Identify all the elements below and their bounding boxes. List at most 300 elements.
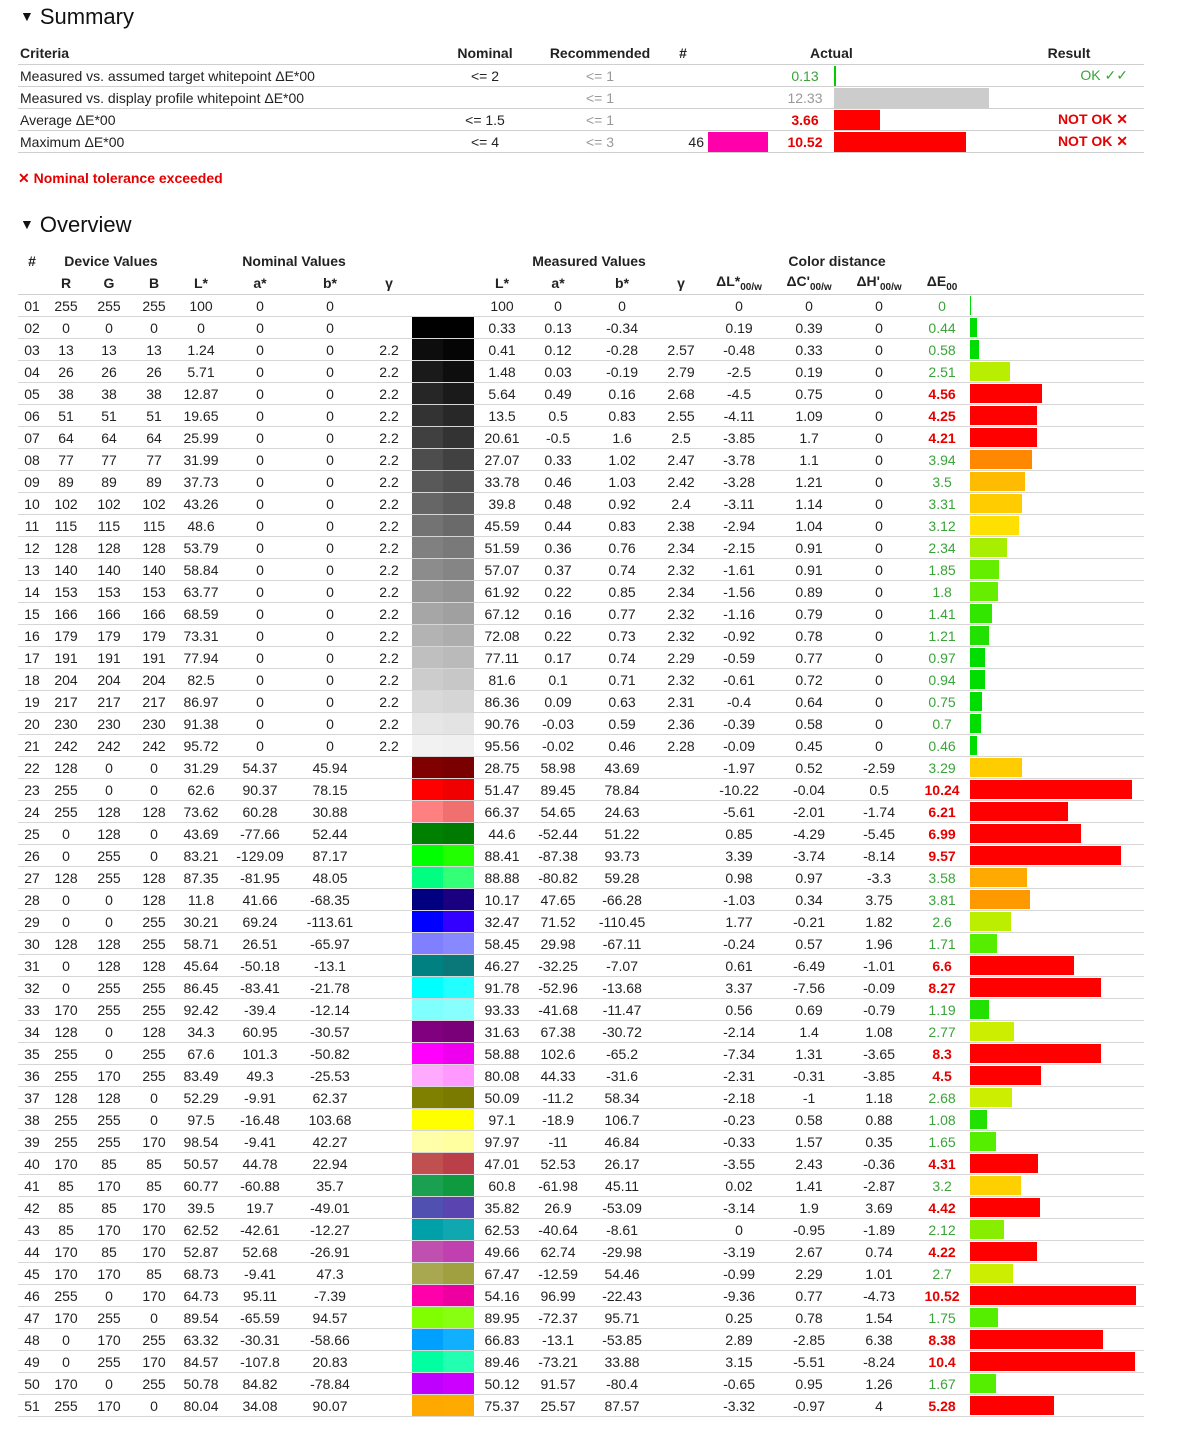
nominal-a-cell: -39.4	[226, 999, 294, 1021]
delta-e-bar-cell	[970, 493, 1144, 515]
nominal-gamma-cell	[366, 1219, 412, 1241]
nominal-gamma-cell	[366, 977, 412, 999]
patch-number-cell: 19	[18, 691, 46, 713]
measured-l-cell: 100	[474, 295, 530, 317]
device-r-cell: 255	[46, 1043, 86, 1065]
measured-a-cell: 0.49	[530, 383, 586, 405]
device-r-cell: 128	[46, 933, 86, 955]
delta-e-bar-cell	[970, 867, 1144, 889]
nominal-b-cell: 20.83	[294, 1351, 366, 1373]
delta-c-cell: -2.85	[774, 1329, 844, 1351]
device-r-cell: 26	[46, 361, 86, 383]
device-g-cell: 0	[86, 1043, 132, 1065]
measured-l-cell: 0.33	[474, 317, 530, 339]
nominal-a-cell: -60.88	[226, 1175, 294, 1197]
delta-l-cell: -9.36	[704, 1285, 774, 1307]
delta-e-bar	[970, 1088, 1012, 1107]
swatch-cell	[412, 1219, 474, 1241]
device-g-cell: 230	[86, 713, 132, 735]
device-r-cell: 230	[46, 713, 86, 735]
device-b-cell: 153	[132, 581, 176, 603]
nominal-l-cell: 89.54	[176, 1307, 226, 1329]
delta-c-cell: 1.31	[774, 1043, 844, 1065]
nominal-b-cell: 0	[294, 405, 366, 427]
delta-c-cell: 2.67	[774, 1241, 844, 1263]
nominal-a-cell: 0	[226, 317, 294, 339]
col-header-swatch	[412, 272, 474, 295]
summary-heading[interactable]	[20, 4, 134, 30]
nominal-l-cell: 98.54	[176, 1131, 226, 1153]
device-r-cell: 255	[46, 1395, 86, 1417]
delta-l-cell: -7.34	[704, 1043, 774, 1065]
delta-e-cell: 2.77	[914, 1021, 970, 1043]
nominal-gamma-cell	[366, 801, 412, 823]
measured-l-cell: 88.41	[474, 845, 530, 867]
swatch-cell	[412, 647, 474, 669]
device-g-cell: 170	[86, 1219, 132, 1241]
nominal-b-cell: -49.01	[294, 1197, 366, 1219]
delta-e-bar-cell	[970, 537, 1144, 559]
nominal-l-cell: 73.62	[176, 801, 226, 823]
table-row	[18, 515, 1144, 537]
nominal-b-cell: -113.61	[294, 911, 366, 933]
delta-e-bar-cell	[970, 1197, 1144, 1219]
col-header-subscript: 00/w	[809, 281, 832, 293]
delta-e-cell: 1.19	[914, 999, 970, 1021]
nominal-gamma-cell	[366, 1109, 412, 1131]
delta-c-cell: 0.78	[774, 625, 844, 647]
table-row	[18, 537, 1144, 559]
nominal-l-cell: 50.57	[176, 1153, 226, 1175]
delta-e-bar	[970, 714, 981, 733]
device-r-cell: 255	[46, 1109, 86, 1131]
delta-h-cell: 0	[844, 559, 914, 581]
nominal-b-cell: 47.3	[294, 1263, 366, 1285]
device-b-cell: 0	[132, 823, 176, 845]
device-b-cell: 166	[132, 603, 176, 625]
measured-l-cell: 67.47	[474, 1263, 530, 1285]
col-header-subscript: 00	[946, 281, 958, 293]
actual-value-cell: 12.33	[776, 87, 834, 109]
swatch-cell	[412, 603, 474, 625]
table-row	[18, 1109, 1144, 1131]
nominal-b-cell: 35.7	[294, 1175, 366, 1197]
delta-e-cell: 0	[914, 295, 970, 317]
delta-e-cell: 2.12	[914, 1219, 970, 1241]
measured-gamma-cell	[658, 911, 704, 933]
patch-number-cell: 37	[18, 1087, 46, 1109]
measured-gamma-cell: 2.4	[658, 493, 704, 515]
device-g-cell: 102	[86, 493, 132, 515]
delta-e-cell: 0.46	[914, 735, 970, 757]
nominal-a-cell: -77.66	[226, 823, 294, 845]
delta-c-cell: 1.14	[774, 493, 844, 515]
device-g-cell: 26	[86, 361, 132, 383]
measured-l-cell: 89.46	[474, 1351, 530, 1373]
swatch-cell	[412, 427, 474, 449]
delta-c-cell: 1.57	[774, 1131, 844, 1153]
delta-c-cell: 2.29	[774, 1263, 844, 1285]
device-g-cell: 51	[86, 405, 132, 427]
delta-c-cell: 0.69	[774, 999, 844, 1021]
delta-e-bar-cell	[970, 977, 1144, 999]
measured-gamma-cell	[658, 1109, 704, 1131]
nominal-gamma-cell	[366, 1197, 412, 1219]
delta-e-bar-cell	[970, 889, 1144, 911]
patch-number-cell: 38	[18, 1109, 46, 1131]
nominal-b-cell: 0	[294, 713, 366, 735]
measured-a-cell: -0.03	[530, 713, 586, 735]
patch-number-cell: 21	[18, 735, 46, 757]
table-row	[18, 823, 1144, 845]
measured-gamma-cell	[658, 295, 704, 317]
measured-gamma-cell	[658, 757, 704, 779]
patch-number-cell: 49	[18, 1351, 46, 1373]
delta-l-cell: 1.77	[704, 911, 774, 933]
nominal-a-cell: 0	[226, 471, 294, 493]
measured-gamma-cell	[658, 1329, 704, 1351]
delta-h-cell: -8.14	[844, 845, 914, 867]
measured-a-cell: -87.38	[530, 845, 586, 867]
nominal-a-cell: 0	[226, 625, 294, 647]
delta-e-cell: 3.58	[914, 867, 970, 889]
nominal-a-cell: 0	[226, 493, 294, 515]
nominal-a-cell: 0	[226, 515, 294, 537]
delta-e-bar-cell	[970, 1329, 1144, 1351]
nominal-gamma-cell	[366, 1087, 412, 1109]
measured-l-cell: 46.27	[474, 955, 530, 977]
delta-e-bar-cell	[970, 999, 1144, 1021]
nominal-a-cell: 49.3	[226, 1065, 294, 1087]
nominal-l-cell: 19.65	[176, 405, 226, 427]
delta-e-cell: 6.6	[914, 955, 970, 977]
nominal-gamma-cell	[366, 1241, 412, 1263]
delta-e-cell: 6.21	[914, 801, 970, 823]
measured-b-cell: 0.73	[586, 625, 658, 647]
device-g-cell: 170	[86, 1329, 132, 1351]
device-r-cell: 255	[46, 295, 86, 317]
nominal-a-cell: 0	[226, 691, 294, 713]
device-b-cell: 255	[132, 999, 176, 1021]
nominal-a-cell: 52.68	[226, 1241, 294, 1263]
summary-row	[18, 87, 1144, 109]
measured-gamma-cell	[658, 1087, 704, 1109]
delta-e-bar	[970, 1154, 1038, 1173]
device-g-cell: 255	[86, 1307, 132, 1329]
patch-number-cell: 30	[18, 933, 46, 955]
actual-value-cell: 0.13	[776, 65, 834, 87]
measured-l-cell: 1.48	[474, 361, 530, 383]
delta-c-cell: 1.09	[774, 405, 844, 427]
device-b-cell: 89	[132, 471, 176, 493]
delta-e-bar	[970, 494, 1022, 513]
device-b-cell: 102	[132, 493, 176, 515]
nominal-l-cell: 86.45	[176, 977, 226, 999]
swatch-cell	[412, 911, 474, 933]
table-row	[18, 1373, 1144, 1395]
nominal-a-cell: 0	[226, 581, 294, 603]
col-header-measured-gamma: γ	[658, 272, 704, 295]
delta-l-cell: -0.99	[704, 1263, 774, 1285]
delta-l-cell: 3.39	[704, 845, 774, 867]
patch-number-cell: 39	[18, 1131, 46, 1153]
measured-b-cell: 0.83	[586, 515, 658, 537]
device-r-cell: 0	[46, 977, 86, 999]
measured-l-cell: 75.37	[474, 1395, 530, 1417]
table-row	[18, 911, 1144, 933]
measured-gamma-cell	[658, 1219, 704, 1241]
header-actual: Actual	[810, 45, 853, 61]
swatch-cell	[412, 845, 474, 867]
delta-e-bar-cell	[970, 1395, 1144, 1417]
measured-gamma-cell: 2.79	[658, 361, 704, 383]
summary-row	[18, 109, 1144, 131]
swatch-cell	[412, 317, 474, 339]
device-g-cell: 38	[86, 383, 132, 405]
device-r-cell: 242	[46, 735, 86, 757]
delta-l-cell: 0	[704, 295, 774, 317]
delta-e-bar-cell	[970, 1285, 1144, 1307]
device-b-cell: 128	[132, 801, 176, 823]
delta-h-cell: 3.69	[844, 1197, 914, 1219]
device-r-cell: 85	[46, 1175, 86, 1197]
device-r-cell: 170	[46, 1373, 86, 1395]
delta-c-cell: 0.39	[774, 317, 844, 339]
measured-a-cell: 96.99	[530, 1285, 586, 1307]
device-b-cell: 255	[132, 1329, 176, 1351]
measured-l-cell: 62.53	[474, 1219, 530, 1241]
measured-a-cell: 71.52	[530, 911, 586, 933]
table-row	[18, 713, 1144, 735]
swatch-cell	[412, 933, 474, 955]
device-b-cell: 242	[132, 735, 176, 757]
delta-e-bar-cell	[970, 1043, 1144, 1065]
device-g-cell: 255	[86, 1131, 132, 1153]
measured-l-cell: 90.76	[474, 713, 530, 735]
device-g-cell: 85	[86, 1197, 132, 1219]
measured-b-cell: -80.4	[586, 1373, 658, 1395]
delta-e-bar-cell	[970, 1307, 1144, 1329]
delta-e-bar	[970, 846, 1121, 865]
delta-e-bar	[970, 934, 997, 953]
device-g-cell: 128	[86, 933, 132, 955]
nominal-a-cell: -107.8	[226, 1351, 294, 1373]
delta-h-cell: 1.54	[844, 1307, 914, 1329]
delta-c-cell: -0.95	[774, 1219, 844, 1241]
patch-number-cell: 10	[18, 493, 46, 515]
delta-c-cell: 1.41	[774, 1175, 844, 1197]
delta-h-cell: 0	[844, 471, 914, 493]
nominal-l-cell: 83.21	[176, 845, 226, 867]
delta-c-cell: 0.19	[774, 361, 844, 383]
delta-l-cell: -0.4	[704, 691, 774, 713]
nominal-l-cell: 91.38	[176, 713, 226, 735]
measured-b-cell: -0.34	[586, 317, 658, 339]
measured-l-cell: 61.92	[474, 581, 530, 603]
header-nominal: Nominal	[457, 45, 513, 61]
patch-number-cell: 27	[18, 867, 46, 889]
device-b-cell: 51	[132, 405, 176, 427]
nominal-a-cell: 0	[226, 669, 294, 691]
patch-number-cell: 51	[18, 1395, 46, 1417]
nominal-l-cell: 83.49	[176, 1065, 226, 1087]
device-r-cell: 0	[46, 1329, 86, 1351]
swatch-cell	[412, 1153, 474, 1175]
nominal-b-cell: 30.88	[294, 801, 366, 823]
device-g-cell: 170	[86, 1263, 132, 1285]
device-b-cell: 0	[132, 1307, 176, 1329]
swatch-cell	[412, 295, 474, 317]
delta-e-bar	[970, 1066, 1041, 1085]
nominal-gamma-cell	[366, 933, 412, 955]
delta-c-cell: 1.04	[774, 515, 844, 537]
measured-gamma-cell	[658, 1263, 704, 1285]
delta-e-cell: 1.65	[914, 1131, 970, 1153]
delta-e-cell: 0.44	[914, 317, 970, 339]
delta-e-cell: 8.3	[914, 1043, 970, 1065]
overview-heading[interactable]	[20, 212, 132, 238]
delta-h-cell: 0	[844, 669, 914, 691]
table-row	[18, 559, 1144, 581]
device-b-cell: 0	[132, 1109, 176, 1131]
delta-h-cell: 0	[844, 647, 914, 669]
measured-l-cell: 27.07	[474, 449, 530, 471]
measured-gamma-cell	[658, 845, 704, 867]
nominal-b-cell: -12.27	[294, 1219, 366, 1241]
delta-h-cell: -8.24	[844, 1351, 914, 1373]
patch-number-cell: 08	[18, 449, 46, 471]
measured-l-cell: 28.75	[474, 757, 530, 779]
swatch-cell	[412, 713, 474, 735]
swatch-cell	[412, 471, 474, 493]
measured-l-cell: 93.33	[474, 999, 530, 1021]
device-r-cell: 170	[46, 1307, 86, 1329]
measured-l-cell: 50.12	[474, 1373, 530, 1395]
device-r-cell: 0	[46, 955, 86, 977]
delta-e-bar	[970, 1242, 1037, 1261]
delta-e-bar	[970, 736, 977, 755]
measured-b-cell: 1.03	[586, 471, 658, 493]
device-b-cell: 128	[132, 955, 176, 977]
nominal-gamma-cell: 2.2	[366, 361, 412, 383]
overview-title: Overview	[39, 212, 132, 237]
device-r-cell: 153	[46, 581, 86, 603]
swatch-cell	[412, 735, 474, 757]
delta-h-cell: -1.89	[844, 1219, 914, 1241]
delta-e-bar	[970, 692, 982, 711]
measured-a-cell: -13.1	[530, 1329, 586, 1351]
delta-l-cell: -0.48	[704, 339, 774, 361]
delta-l-cell: -3.55	[704, 1153, 774, 1175]
nominal-b-cell: 0	[294, 603, 366, 625]
device-r-cell: 51	[46, 405, 86, 427]
delta-e-bar-cell	[970, 647, 1144, 669]
device-g-cell: 89	[86, 471, 132, 493]
delta-l-cell: 0	[704, 1219, 774, 1241]
delta-e-bar	[970, 472, 1025, 491]
delta-l-cell: -2.5	[704, 361, 774, 383]
swatch-cell	[412, 1175, 474, 1197]
device-g-cell: 255	[86, 1109, 132, 1131]
delta-l-cell: -3.85	[704, 427, 774, 449]
device-b-cell: 0	[132, 757, 176, 779]
table-row	[18, 955, 1144, 977]
measured-a-cell: 44.33	[530, 1065, 586, 1087]
delta-h-cell: 0	[844, 383, 914, 405]
delta-e-cell: 3.29	[914, 757, 970, 779]
measured-b-cell: -7.07	[586, 955, 658, 977]
nominal-cell	[430, 87, 540, 109]
table-row	[18, 1043, 1144, 1065]
nominal-l-cell: 87.35	[176, 867, 226, 889]
table-row	[18, 361, 1144, 383]
nominal-l-cell: 0	[176, 317, 226, 339]
actual-bar-cell	[834, 109, 994, 131]
delta-e-bar-cell	[970, 845, 1144, 867]
measured-gamma-cell	[658, 955, 704, 977]
measured-l-cell: 58.45	[474, 933, 530, 955]
measured-b-cell: 0	[586, 295, 658, 317]
delta-e-bar	[970, 802, 1068, 821]
nominal-gamma-cell	[366, 1395, 412, 1417]
nominal-b-cell: 22.94	[294, 1153, 366, 1175]
delta-e-bar-cell	[970, 295, 1144, 317]
delta-h-cell: 1.26	[844, 1373, 914, 1395]
nominal-l-cell: 97.5	[176, 1109, 226, 1131]
nominal-l-cell: 84.57	[176, 1351, 226, 1373]
delta-c-cell: 0.78	[774, 1307, 844, 1329]
device-g-cell: 0	[86, 317, 132, 339]
delta-l-cell: -2.18	[704, 1087, 774, 1109]
patch-number-cell	[660, 109, 706, 131]
measured-gamma-cell: 2.55	[658, 405, 704, 427]
delta-e-cell: 0.58	[914, 339, 970, 361]
device-r-cell: 115	[46, 515, 86, 537]
nominal-gamma-cell	[366, 317, 412, 339]
nominal-gamma-cell	[366, 1175, 412, 1197]
patch-number-cell: 34	[18, 1021, 46, 1043]
delta-h-cell: 0.74	[844, 1241, 914, 1263]
nominal-l-cell: 95.72	[176, 735, 226, 757]
measured-gamma-cell: 2.31	[658, 691, 704, 713]
measured-a-cell: 0.46	[530, 471, 586, 493]
delta-e-cell: 3.81	[914, 889, 970, 911]
delta-e-bar	[970, 296, 971, 315]
measured-a-cell: 0.13	[530, 317, 586, 339]
delta-c-cell: -5.51	[774, 1351, 844, 1373]
nominal-b-cell: -13.1	[294, 955, 366, 977]
measured-l-cell: 86.36	[474, 691, 530, 713]
nominal-b-cell: 45.94	[294, 757, 366, 779]
nominal-l-cell: 63.32	[176, 1329, 226, 1351]
nominal-b-cell: 0	[294, 515, 366, 537]
nominal-l-cell: 43.69	[176, 823, 226, 845]
nominal-b-cell: 0	[294, 427, 366, 449]
measured-gamma-cell: 2.29	[658, 647, 704, 669]
delta-e-bar	[970, 780, 1132, 799]
nominal-b-cell: 0	[294, 361, 366, 383]
nominal-gamma-cell	[366, 999, 412, 1021]
nominal-l-cell: 82.5	[176, 669, 226, 691]
nominal-b-cell: 0	[294, 735, 366, 757]
delta-e-bar-cell	[970, 911, 1144, 933]
nominal-a-cell: 34.08	[226, 1395, 294, 1417]
measured-gamma-cell	[658, 1065, 704, 1087]
nominal-a-cell: 60.28	[226, 801, 294, 823]
delta-l-cell: -0.33	[704, 1131, 774, 1153]
nominal-gamma-cell	[366, 1153, 412, 1175]
nominal-l-cell: 43.26	[176, 493, 226, 515]
